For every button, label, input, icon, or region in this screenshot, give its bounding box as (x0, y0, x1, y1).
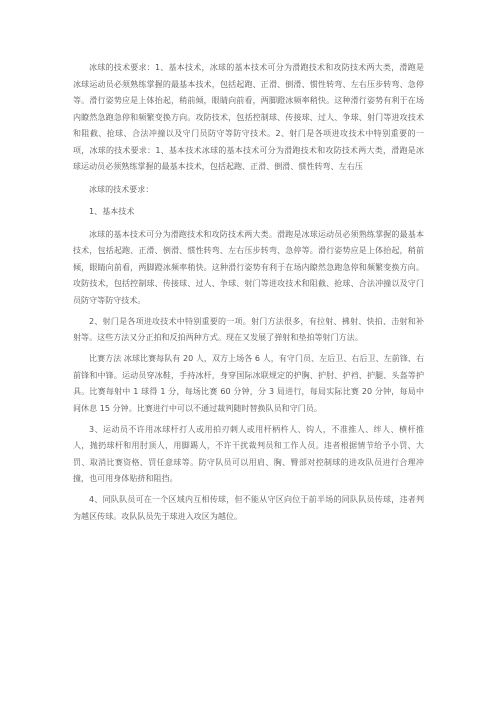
basic-technique-paragraph: 冰球的基本技术可分为滑跑技术和攻防技术两大类。滑跑是冰球运动员必须熟练掌握的最基本技术，包括起跑、正滑、倒滑、惯性转弯、左右压步转弯、急停等。滑行姿势应是上体抬起，稍前倾，眼睛向前看，两脚蹬冰频率稍快。这种滑行姿势有利于在场内瞭然急跑急停和频繁变换方向。攻防技术，包括控制球、传接球、过人、争球、射门等进攻技术和阻截、抢球、合法冲撞以及守门员防守等防守技术。 (73, 229, 424, 305)
fouls-paragraph: 3、运动员不许用冰球杆打人或用拍刃刺人或用杆柄杵人、钩人，不准推人、绊人、横杆推人，抛扔球杆和用肘顶人，用脚踢人，不许干扰裁判员和工作人员。违者根据情节给予小罚、大罚、取消比赛资格、罚任意球等。防守队员可以用肩、胸、臀部对控制球的进攻队员进行合理冲撞，也可用身体贴挤和阻挡。 (73, 424, 424, 483)
subsection-heading: 1、基本技术 (89, 207, 135, 216)
shooting-paragraph: 2、射门是各项进攻技术中特别重要的一项。射门方法很多，有拉射、拂射、快拍、击射和补射等。这些方法又分正拍和反拍两种方式。现在又发展了弹射和垫拍等射门方法。 (73, 316, 424, 342)
match-method-paragraph: 比赛方法 冰球比赛每队有 20 人，双方上场各 6 人，有守门员、左后卫、右后卫、左前锋、右前锋和中锋。运动员穿冰鞋，手持冰杆，身穿国际冰联规定的护胸、护肘、护裆、护腿、头盔等护具。比赛每射中 1 球得 1 分，每场比赛 60 分钟，分 3 局进行，每局实际比赛 20 分钟，每局中间休息 15 分钟。比赛进行中可以不通过裁判随时替换队员和守门员。 (73, 354, 424, 413)
intro-paragraph: 冰球的技术要求：1、基本技术，冰球的基本技术可分为滑跑技术和攻防技术两大类，滑跑是冰球运动员必须熟练掌握的最基本技术，包括起跑、正滑、倒滑、惯性转弯、左右压步转弯、急停等。滑行姿势应是上体抬起，稍前倾，眼睛向前看，两脚蹬冰频率稍快。这种滑行姿势有利于在场内瞭然急跑急停和频繁变换方向。攻防技术，包括控制球、传接球、过人、争球、射门等进攻技术和阻截、抢球、合法冲撞以及守门员防守等防守技术。2、射门是各项进攻技术中特别重要的一项，冰球的技术要求：1、基本技术冰球的基本技术可分为滑跑技术和攻防技术两大类，滑跑是冰球运动员必须熟练掌握的最基本技术，包括起跑、正滑、倒滑、惯性转弯、左右压 (73, 63, 424, 171)
passing-rules-paragraph: 4、同队队员可在一个区域内互相传球，但不能从守区向位于前半场的同队队员传球，违者判为越区传球。攻队队员先于球进入攻区为越位。 (73, 495, 424, 521)
section-heading: 冰球的技术要求： (89, 184, 154, 194)
document-body (73, 60, 424, 530)
